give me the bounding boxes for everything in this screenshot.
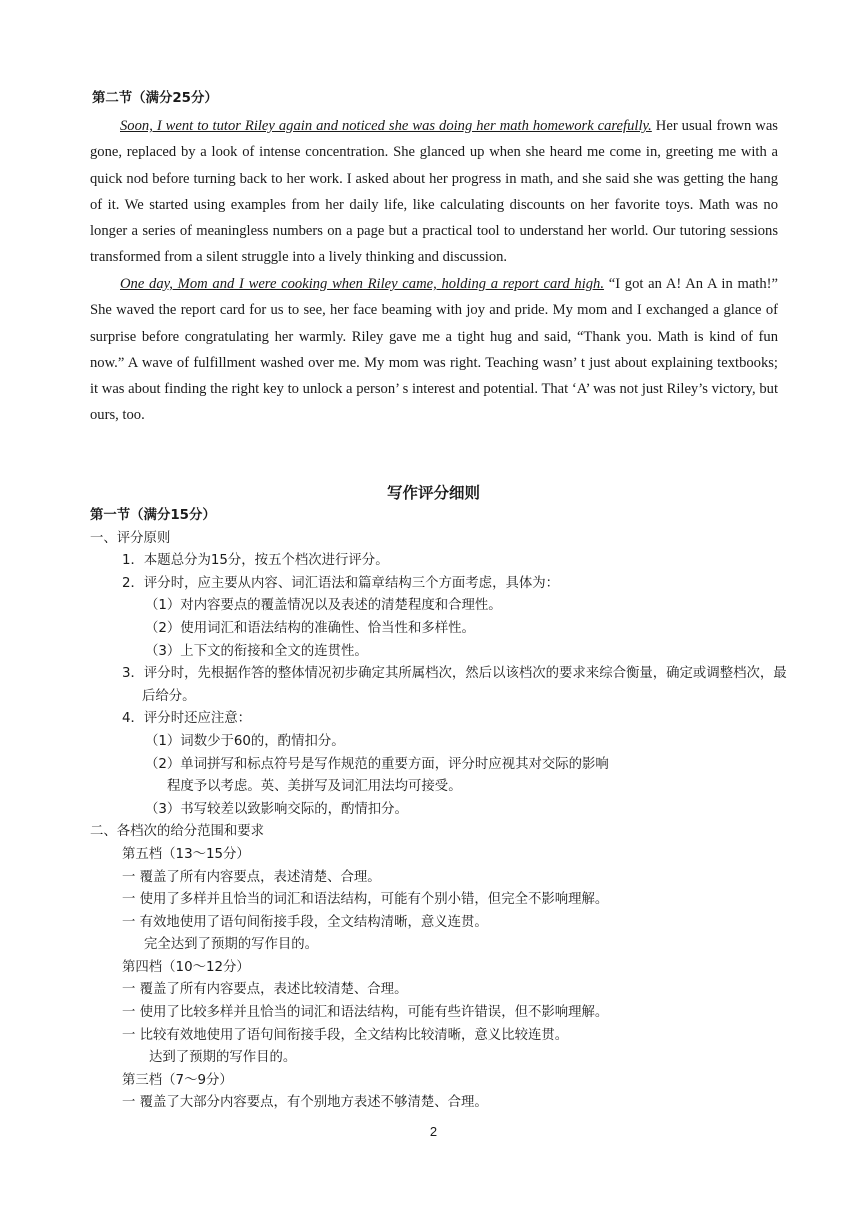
rubric-body xyxy=(90,505,790,1115)
band-3-item-1: 一 覆盖了大部分内容要点，有个别地方表述不够清楚、合理。 xyxy=(122,1095,488,1111)
rule-2-item-2: （2）使用词汇和语法结构的准确性、恰当性和多样性。 xyxy=(145,620,475,636)
rule-1: 1．本题总分为15分，按五个档次进行评分。 xyxy=(122,553,389,569)
principles-heading: 一、评分原则 xyxy=(90,530,171,546)
paragraph-1-lead: Soon, I went to tutor Riley again and noticed she was doing her math homework carefully. xyxy=(120,118,652,134)
band-4-item-3: 一 比较有效地使用了语句间衔接手段，全文结构比较清晰，意义比较连贯。 xyxy=(122,1027,569,1043)
band-5-item-1: 一 覆盖了所有内容要点，表述清楚、合理。 xyxy=(122,869,381,885)
band-4-heading: 第四档（10～12分） xyxy=(122,959,250,975)
band-4-item-2: 一 使用了比较多样并且恰当的词汇和语法结构，可能有些许错误，但不影响理解。 xyxy=(122,1005,609,1021)
paragraph-2-body: “I got an A! An A in math!” She waved the report card for us to see, her face beaming with joy and pride. My mom and I exchanged a glance of surprise before congratulating her warmly. Riley gave me a tight hug and said, “Thank you. Math is kind of fun now.” A wave of fulfillment washed over me. My mom was right. Teaching wasn’ t just about explaining textbooks; it was about finding the right key to unlock a person’ s interest and potential. That ‘A’ was not just Riley’s victory, but ours, too. xyxy=(90,276,778,424)
paragraph-2-lead: One day, Mom and I were cooking when Riley came, holding a report card high. xyxy=(120,276,605,292)
section2-heading: 第二节（满分25分） xyxy=(92,91,218,106)
rule-2-item-3: （3）上下文的衔接和全文的连贯性。 xyxy=(145,643,368,659)
rule-3: 3．评分时，先根据作答的整体情况初步确定其所属档次，然后以该档次的要求来综合衡量，确定或调整档次，最后给分。 xyxy=(122,666,787,704)
band-5-item-2: 一 使用了多样并且恰当的词汇和语法结构，可能有个别小错，但完全不影响理解。 xyxy=(122,892,609,908)
paragraph-1-body: Her usual frown was gone, replaced by a look of intense concentration. She glanced up when she heard me come in, greeting me with a quick nod before turning back to her work. I asked about her progress in math, and she said she was getting the hang of it. We started using examples from her daily life, like calculating discounts on her favorite toys. Math was no longer a series of meaningless numbers on a page but a practical tool to understand her world. Our tutoring sessions transformed from a silent struggle into a lively thinking and discussion. xyxy=(90,118,778,266)
band-5-heading: 第五档（13～15分） xyxy=(122,846,250,862)
rule-4-item-2: （2）单词拼写和标点符号是写作规范的重要方面，评分时应视其对交际的影响 xyxy=(145,756,609,772)
band-3-heading: 第三档（7～9分） xyxy=(122,1072,233,1088)
rule-2-item-1: （1）对内容要点的覆盖情况以及表述的清楚程度和合理性。 xyxy=(145,598,502,614)
rubric-title: 写作评分细则 xyxy=(386,484,480,502)
paragraph-2 xyxy=(90,271,778,429)
band-4-item-3-cont: 达到了预期的写作目的。 xyxy=(149,1050,297,1066)
section1-heading: 第一节（满分15分） xyxy=(90,508,216,523)
band-4-item-1: 一 覆盖了所有内容要点，表述比较清楚、合理。 xyxy=(122,982,408,998)
rule-4: 4．评分时还应注意： xyxy=(122,711,252,727)
bands-heading: 二、各档次的给分范围和要求 xyxy=(90,824,265,840)
band-5-item-3: 一 有效地使用了语句间衔接手段，全文结构清晰，意义连贯。 xyxy=(122,914,488,930)
paragraph-1 xyxy=(90,113,778,271)
band-5-item-3-cont: 完全达到了预期的写作目的。 xyxy=(144,937,319,953)
rule-4-item-3: （3）书写较差以致影响交际的，酌情扣分。 xyxy=(145,801,408,817)
rule-4-item-2-cont: 程度予以考虑。英、美拼写及词汇用法均可接受。 xyxy=(167,779,462,795)
rule-2: 2．评分时，应主要从内容、词汇语法和篇章结构三个方面考虑，具体为： xyxy=(122,575,560,591)
page-number: 2 xyxy=(429,1124,438,1139)
rule-4-item-1: （1）词数少于60的，酌情扣分。 xyxy=(145,733,345,749)
